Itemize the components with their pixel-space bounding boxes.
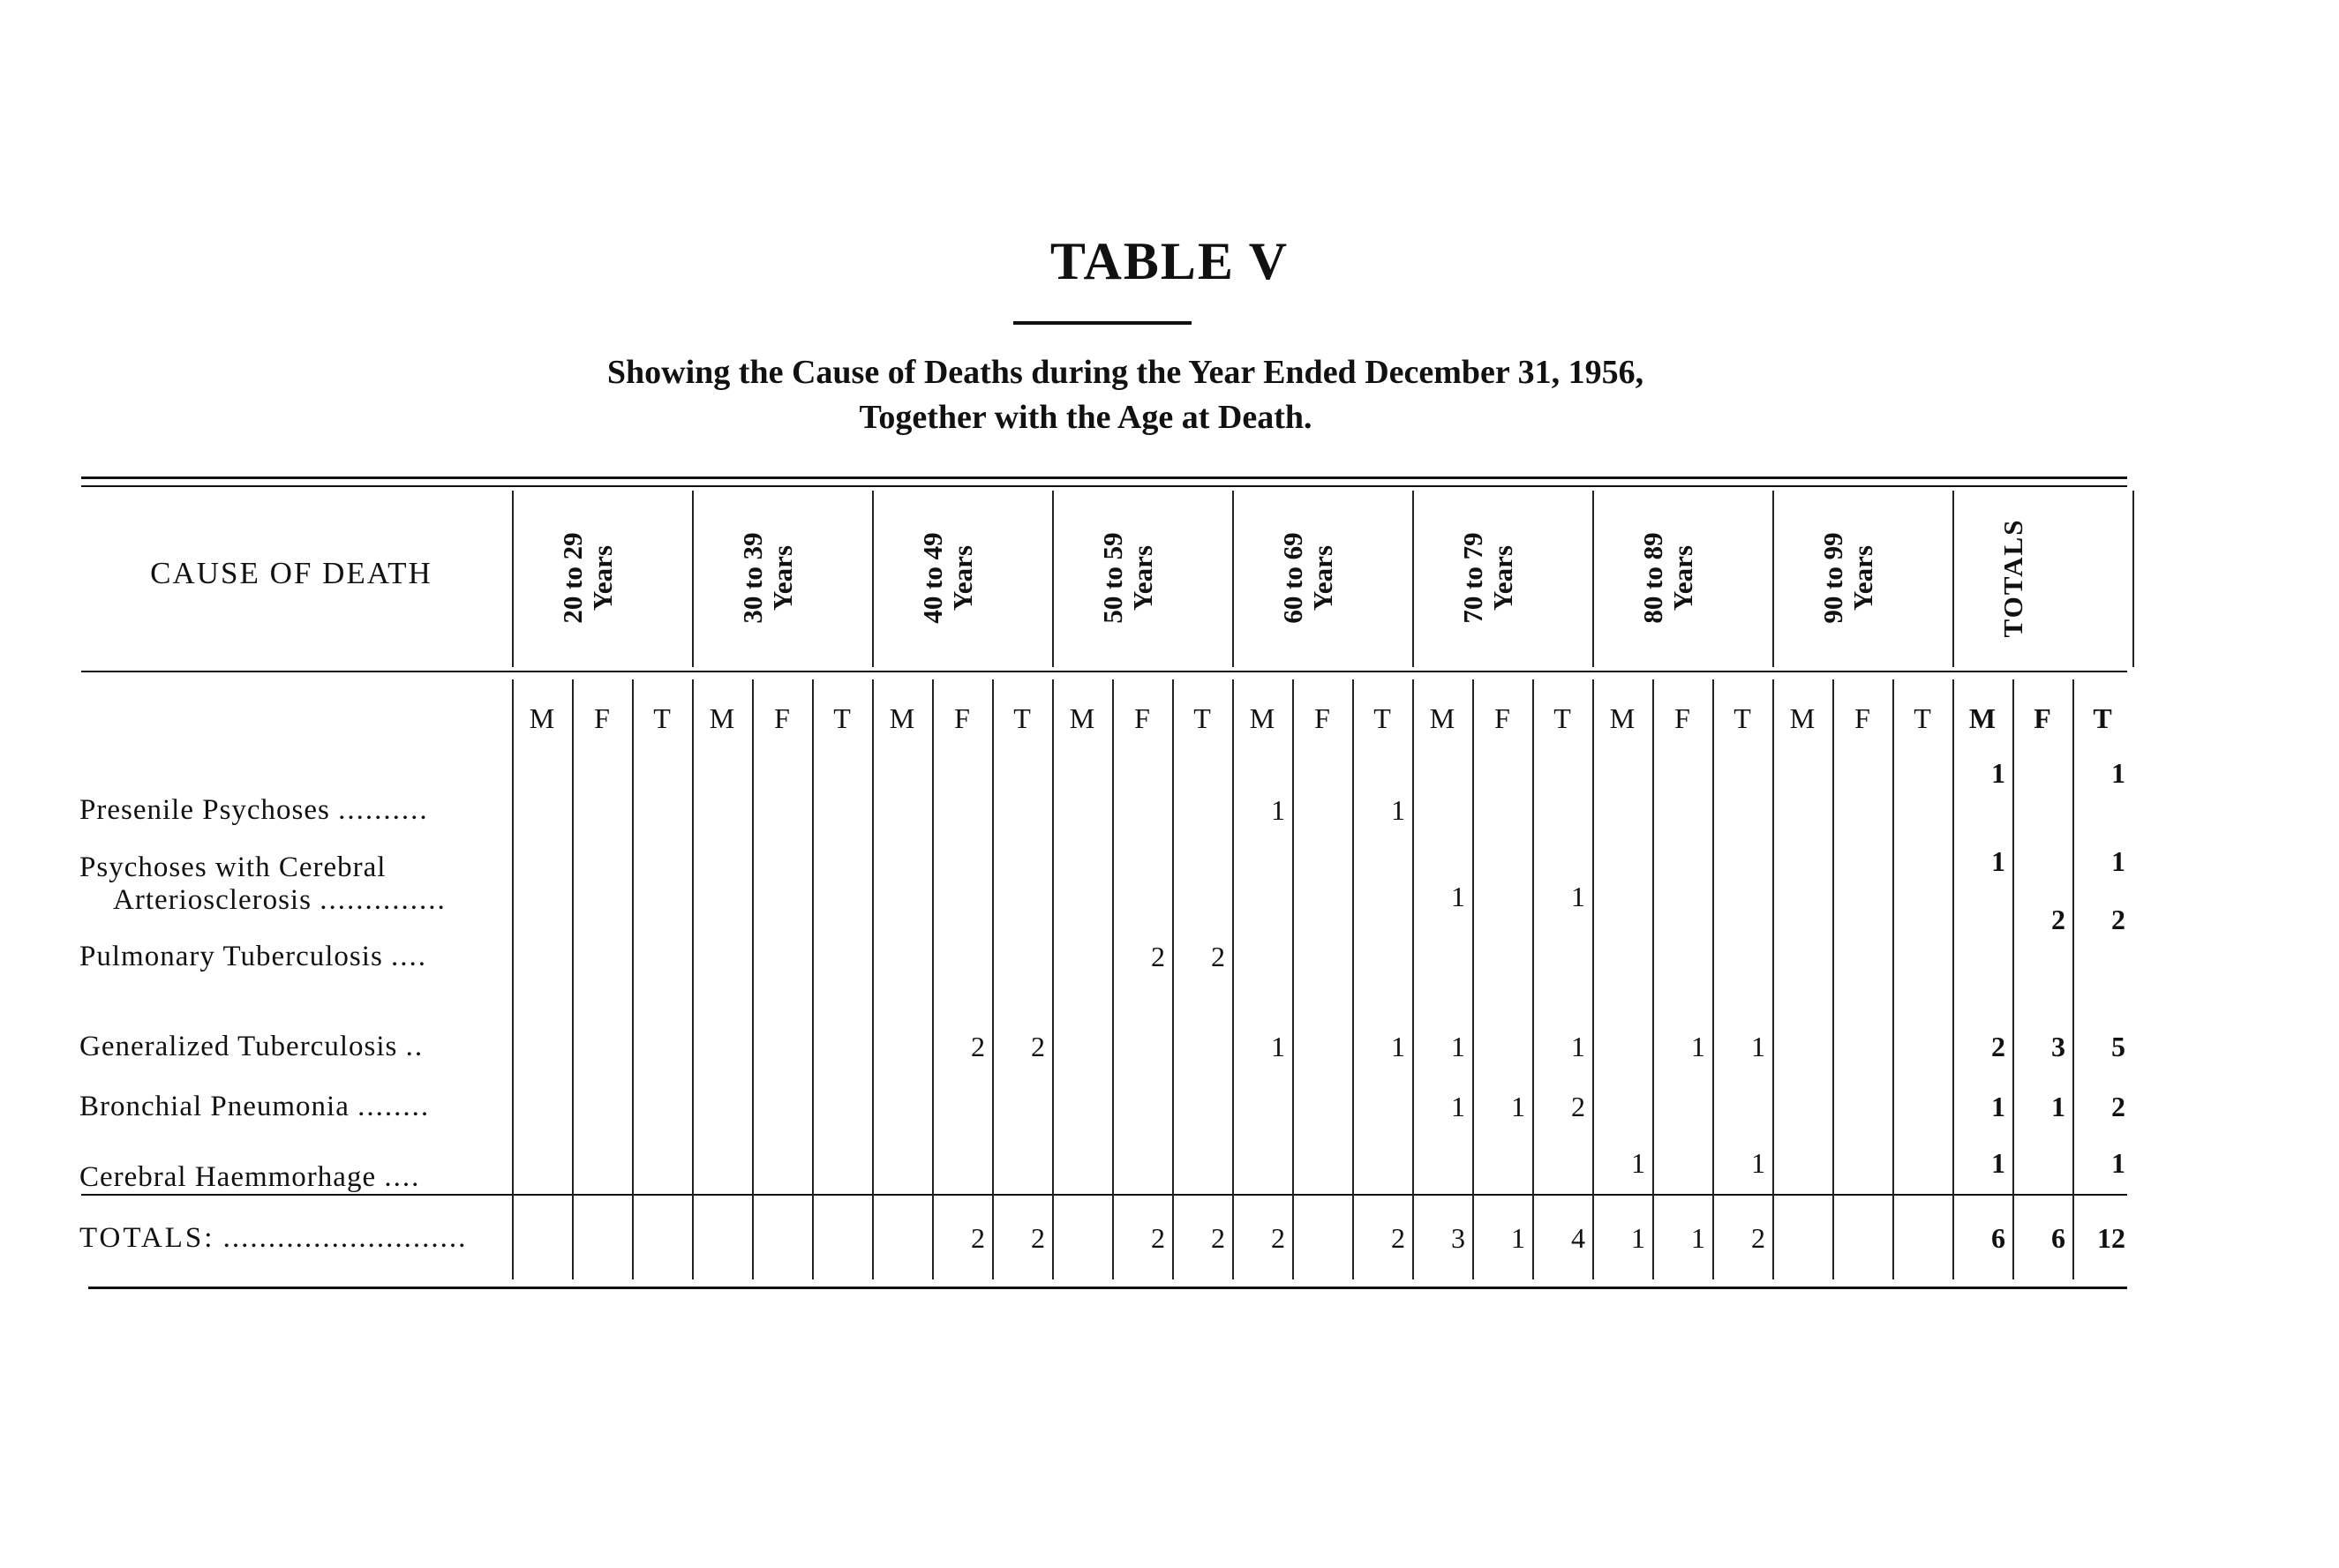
age-unit-label: Years [1307,544,1338,611]
total-cell: 1 [2051,1091,2065,1122]
age-unit-label: Years [767,544,798,611]
age-range-label: 50 to 59 [1097,532,1128,624]
sex-subheader: M [709,702,735,734]
sex-subheader: F [594,702,610,734]
column-divider [932,679,934,1279]
sex-subheader: T [1013,702,1031,734]
column-divider [1172,679,1174,1279]
total-cell: 1 [2111,757,2125,789]
age-range-label: 70 to 79 [1457,532,1488,624]
age-group-header [1638,490,1726,666]
column-divider [1412,679,1414,1279]
grand-total-cell: 6 [1991,1222,2005,1254]
totals-rule [81,1194,2127,1196]
cause-label-text: Presenile Psychoses [79,794,330,826]
sex-subheader: T [1914,702,1931,734]
totals-row-cell: 1 [1631,1222,1645,1254]
age-group-header [1818,490,1907,666]
count-cell: 1 [1451,1091,1465,1122]
age-group-header [738,490,826,666]
count-cell: 2 [1151,941,1165,972]
totals-row-cell: 4 [1571,1222,1585,1254]
age-unit-label: Years [1487,544,1518,611]
count-cell: 1 [1391,1031,1405,1062]
sex-subheader: F [774,702,790,734]
age-unit-label: Years [1667,544,1698,611]
count-cell: 2 [1211,941,1225,972]
subtitle-line-1: Showing the Cause of Deaths during the Year Ended December 31, 1956, [606,354,1644,391]
total-cell: 5 [2111,1031,2125,1062]
totals-row-cell: 2 [1151,1222,1165,1254]
column-divider [1592,679,1594,1279]
total-cell: 2 [2111,904,2125,935]
total-cell: 1 [1991,1091,2005,1122]
sex-subheader: T [653,702,671,734]
group-divider [1772,491,1774,667]
count-cell: 1 [1571,881,1585,912]
total-cell: 1 [2111,1147,2125,1179]
top-rule-2 [81,485,2127,487]
bottom-rule [88,1287,2127,1289]
totals-row-cell: 3 [1451,1222,1465,1254]
count-cell: 1 [1511,1091,1525,1122]
cause-label [79,1091,430,1123]
totals-header [1998,490,2087,666]
column-divider [1232,679,1234,1279]
leader-dots: .. [405,1031,425,1062]
sex-subheader: F [1674,702,1690,734]
total-cell: 1 [1991,1147,2005,1179]
sex-subheader: T [1193,702,1211,734]
sex-subheader: T [1373,702,1391,734]
total-cell: 2 [2111,1091,2125,1122]
column-divider [1472,679,1474,1279]
cause-label-text: Pulmonary Tuberculosis [79,941,383,972]
count-cell: 1 [1451,1031,1465,1062]
column-divider [1112,679,1114,1279]
column-divider [1952,679,1954,1279]
column-divider [1652,679,1654,1279]
age-unit-label: Years [1127,544,1158,611]
grand-total-cell: 6 [2051,1222,2065,1254]
age-unit-label: Years [587,544,618,611]
sex-subheader: T [1553,702,1571,734]
column-divider [1052,679,1054,1279]
sex-subheader: F [1314,702,1330,734]
leader-dots: .............. [320,884,447,916]
sex-subheader: M [529,702,555,734]
column-divider [992,679,994,1279]
sex-subheader: M [1069,702,1095,734]
cause-label-text: Cerebral Haemmorhage [79,1161,377,1193]
top-rule-1 [81,476,2127,479]
count-cell: 1 [1391,794,1405,826]
sex-subheader: M [1249,702,1275,734]
count-cell: 1 [1631,1147,1645,1179]
totals-label-text: TOTALS: [79,1222,215,1254]
count-cell: 2 [971,1031,985,1062]
cause-label [79,852,447,917]
sex-subheader: F [1134,702,1150,734]
age-range-label: 20 to 29 [557,532,588,624]
sex-subheader: M [889,702,915,734]
cause-label-line1: Psychoses with Cerebral [79,852,387,883]
sex-subheader: F [954,702,970,734]
leader-dots: .... [384,1161,421,1193]
sex-subheader: T [2093,702,2112,734]
sex-subheader: M [1609,702,1636,734]
column-divider [572,679,574,1279]
group-divider [512,491,514,667]
age-range-label: 60 to 69 [1277,532,1308,624]
age-group-header [1098,490,1186,666]
total-cell: 2 [2051,904,2065,935]
totals-row-cell: 2 [1751,1222,1765,1254]
column-divider [512,679,514,1279]
group-divider [692,491,694,667]
age-unit-label: Years [1847,544,1878,611]
total-cell: 1 [2111,845,2125,877]
age-unit-label: Years [947,544,978,611]
column-divider [872,679,874,1279]
group-divider [2132,491,2134,667]
subtitle-line-2: Together with the Age at Death. [859,399,1312,436]
count-cell: 1 [1751,1031,1765,1062]
total-cell: 1 [1991,845,2005,877]
column-divider [1772,679,1774,1279]
column-divider [692,679,694,1279]
age-group-header [918,490,1006,666]
age-group-header [1278,490,1366,666]
totals-row-cell: 2 [1211,1222,1225,1254]
count-cell: 1 [1571,1031,1585,1062]
count-cell: 1 [1691,1031,1705,1062]
leader-dots: .... [391,941,428,972]
totals-row-cell: 2 [971,1222,985,1254]
grand-total-cell: 12 [2097,1222,2125,1254]
count-cell: 1 [1271,794,1285,826]
leader-dots: ........................... [222,1222,468,1254]
leader-dots: .......... [338,794,429,826]
cause-label-text: Arteriosclerosis [113,884,312,916]
sex-subheader: T [1734,702,1751,734]
group-divider [1592,491,1594,667]
age-group-header [1458,490,1546,666]
sex-subheader: M [1789,702,1816,734]
group-divider [872,491,874,667]
column-divider [812,679,814,1279]
age-range-label: 40 to 49 [917,532,948,624]
count-cell: 1 [1751,1147,1765,1179]
sex-subheader: M [1429,702,1455,734]
column-divider [1712,679,1714,1279]
count-cell: 1 [1451,881,1465,912]
group-divider [1412,491,1414,667]
group-divider [1952,491,1954,667]
column-divider [752,679,754,1279]
title-rule [1013,321,1192,325]
cause-label [79,1161,420,1194]
count-cell: 2 [1031,1031,1045,1062]
totals-row-cell: 1 [1691,1222,1705,1254]
group-divider [1052,491,1054,667]
header-rule [81,671,2127,672]
sex-subheader: F [1494,702,1510,734]
count-cell: 1 [1271,1031,1285,1062]
cause-label [79,941,427,973]
count-cell: 2 [1571,1091,1585,1122]
cause-label [79,794,429,827]
age-range-label: 80 to 89 [1637,532,1668,624]
group-divider [1232,491,1234,667]
column-divider [2012,679,2014,1279]
column-divider [1352,679,1354,1279]
leader-dots: ........ [357,1091,431,1122]
column-divider [1292,679,1294,1279]
cause-label [79,1031,424,1063]
column-divider [1532,679,1534,1279]
cause-label-line2 [79,884,447,917]
sex-subheader: T [833,702,851,734]
total-cell: 2 [1991,1031,2005,1062]
total-cell: 1 [1991,757,2005,789]
column-divider [632,679,634,1279]
totals-row-cell: 2 [1391,1222,1405,1254]
total-cell: 3 [2051,1031,2065,1062]
cause-label-text: Bronchial Pneumonia [79,1091,350,1122]
column-divider [2072,679,2074,1279]
column-divider [1892,679,1894,1279]
totals-row-label [79,1222,467,1255]
cause-label-text: Generalized Tuberculosis [79,1031,398,1062]
age-range-label: 90 to 99 [1817,532,1848,624]
totals-row-cell: 2 [1031,1222,1045,1254]
table-title: TABLE V [1049,232,1290,290]
totals-row-cell: 1 [1511,1222,1525,1254]
age-group-header [558,490,646,666]
cause-of-death-header: CAUSE OF DEATH [150,556,432,590]
totals-row-cell: 2 [1271,1222,1285,1254]
sex-subheader: F [1854,702,1870,734]
totals-header-label: TOTALS [1997,518,2028,638]
sex-subheader: M [1968,702,1997,734]
column-divider [1832,679,1834,1279]
sex-subheader: F [2034,702,2051,734]
age-range-label: 30 to 39 [737,532,768,624]
